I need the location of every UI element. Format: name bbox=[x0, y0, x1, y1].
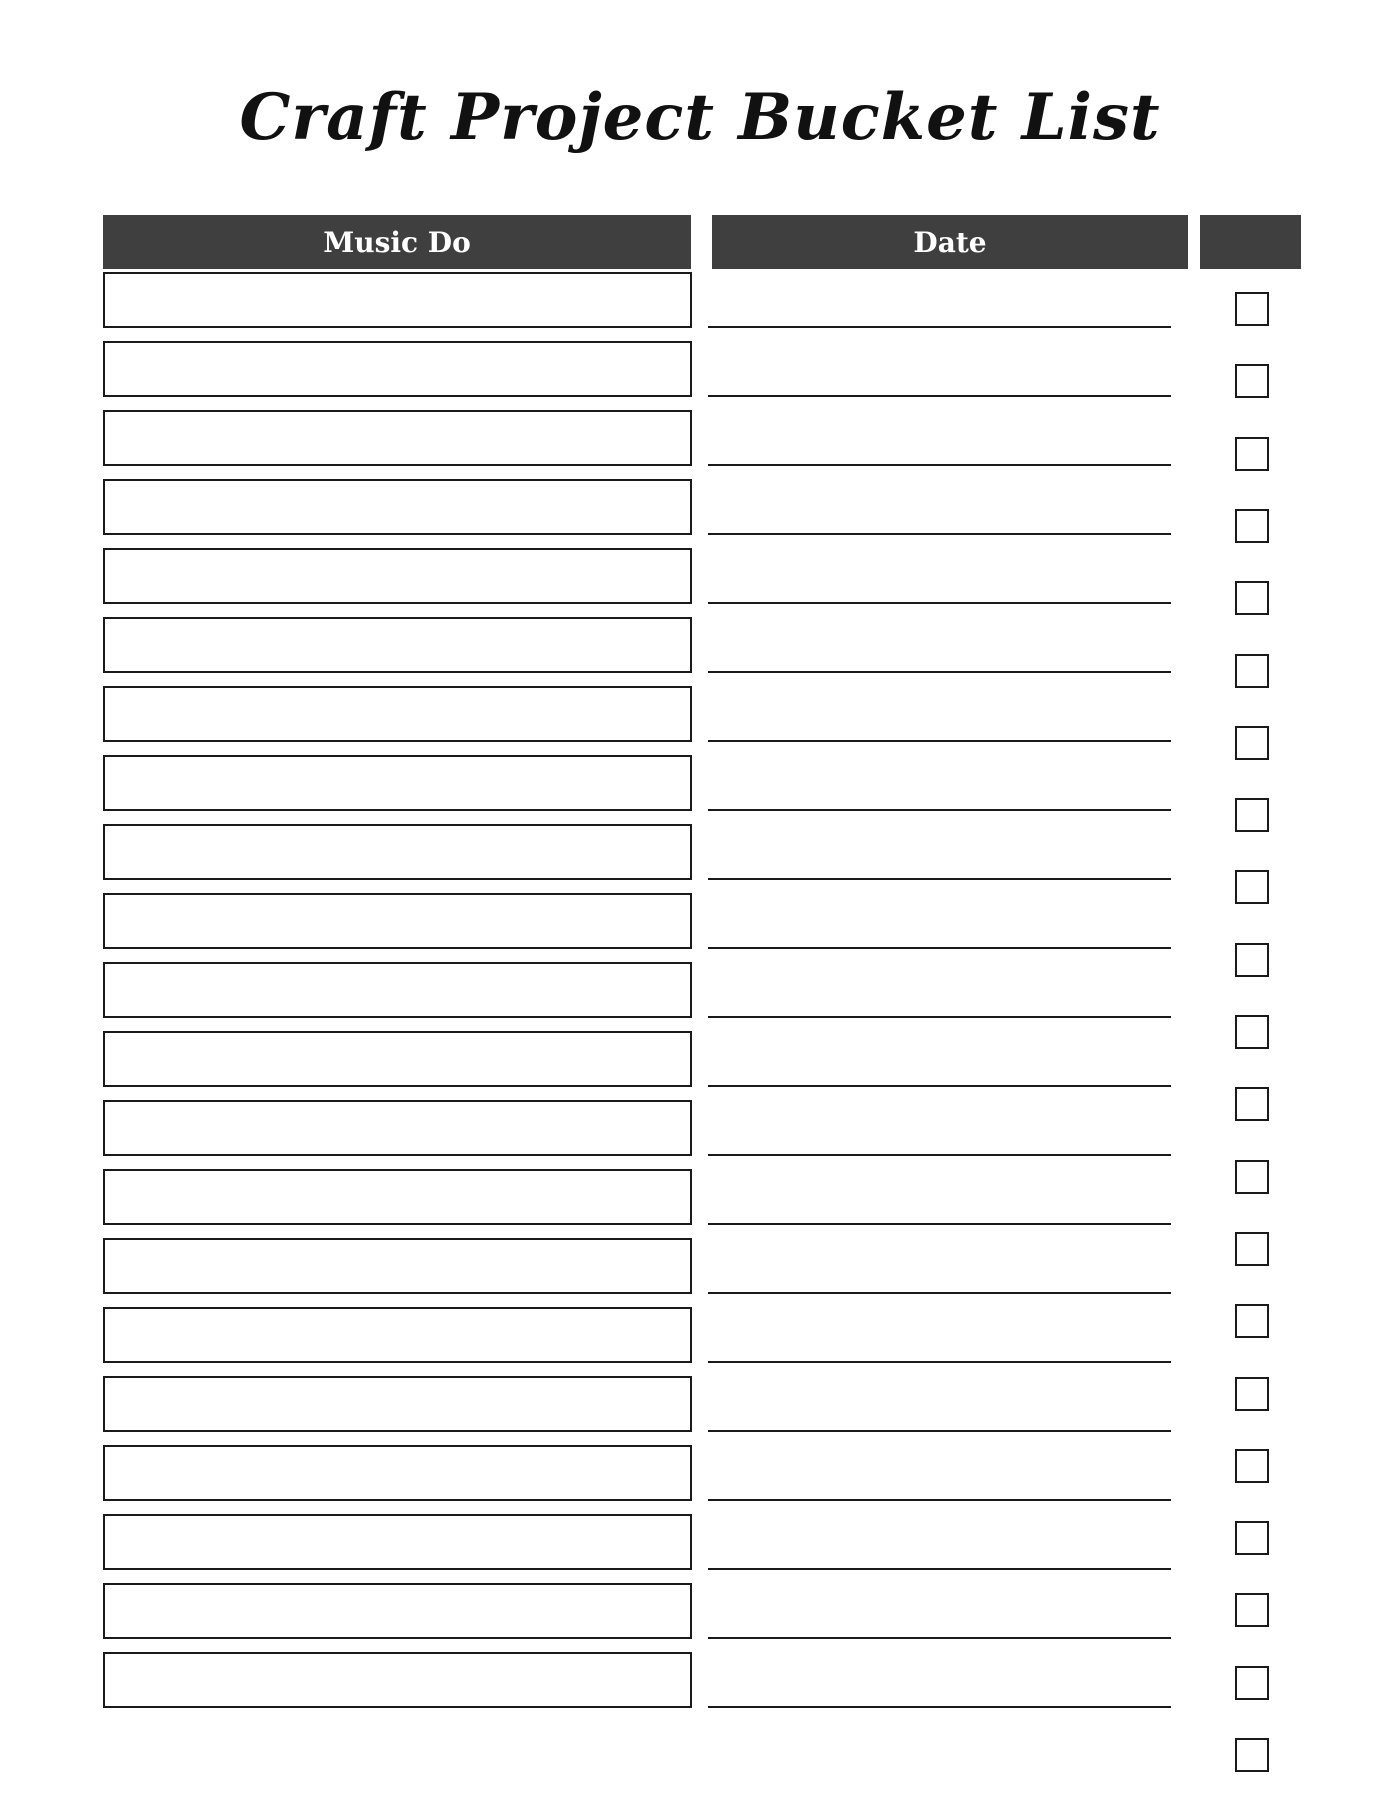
task-field[interactable] bbox=[103, 1031, 692, 1087]
date-line[interactable] bbox=[708, 1568, 1171, 1570]
done-checkbox[interactable] bbox=[1235, 798, 1269, 832]
done-checkbox[interactable] bbox=[1235, 1738, 1269, 1772]
date-line[interactable] bbox=[708, 602, 1171, 604]
done-checkbox[interactable] bbox=[1235, 1232, 1269, 1266]
date-line[interactable] bbox=[708, 947, 1171, 949]
done-checkbox[interactable] bbox=[1235, 1593, 1269, 1627]
date-line[interactable] bbox=[708, 1637, 1171, 1639]
done-checkbox[interactable] bbox=[1235, 1160, 1269, 1194]
task-field[interactable] bbox=[103, 1169, 692, 1225]
done-checkbox[interactable] bbox=[1235, 870, 1269, 904]
done-checkbox[interactable] bbox=[1235, 1377, 1269, 1411]
date-line[interactable] bbox=[708, 1292, 1171, 1294]
done-checkbox[interactable] bbox=[1235, 581, 1269, 615]
date-line[interactable] bbox=[708, 1154, 1171, 1156]
task-field[interactable] bbox=[103, 824, 692, 880]
done-checkbox[interactable] bbox=[1235, 1449, 1269, 1483]
done-checkbox[interactable] bbox=[1235, 654, 1269, 688]
date-line[interactable] bbox=[708, 1223, 1171, 1225]
task-field[interactable] bbox=[103, 962, 692, 1018]
task-field[interactable] bbox=[103, 1307, 692, 1363]
task-field[interactable] bbox=[103, 479, 692, 535]
task-field[interactable] bbox=[103, 1652, 692, 1708]
task-field[interactable] bbox=[103, 341, 692, 397]
task-field[interactable] bbox=[103, 1100, 692, 1156]
done-checkbox[interactable] bbox=[1235, 726, 1269, 760]
date-line[interactable] bbox=[708, 1016, 1171, 1018]
done-checkbox[interactable] bbox=[1235, 1666, 1269, 1700]
task-field[interactable] bbox=[103, 1376, 692, 1432]
done-checkbox[interactable] bbox=[1235, 292, 1269, 326]
done-checkbox[interactable] bbox=[1235, 1521, 1269, 1555]
done-checkbox[interactable] bbox=[1235, 1087, 1269, 1121]
task-field[interactable] bbox=[103, 617, 692, 673]
date-line[interactable] bbox=[708, 671, 1171, 673]
date-line[interactable] bbox=[708, 809, 1171, 811]
task-field[interactable] bbox=[103, 1445, 692, 1501]
date-line[interactable] bbox=[708, 1706, 1171, 1708]
date-line[interactable] bbox=[708, 878, 1171, 880]
column-header-task: Music Do bbox=[103, 215, 691, 269]
date-line[interactable] bbox=[708, 1430, 1171, 1432]
done-checkbox[interactable] bbox=[1235, 509, 1269, 543]
task-field[interactable] bbox=[103, 686, 692, 742]
date-line[interactable] bbox=[708, 533, 1171, 535]
done-checkbox[interactable] bbox=[1235, 943, 1269, 977]
page-title: Craft Project Bucket List bbox=[239, 80, 1161, 155]
date-line[interactable] bbox=[708, 740, 1171, 742]
done-checkbox[interactable] bbox=[1235, 1304, 1269, 1338]
task-field[interactable] bbox=[103, 410, 692, 466]
date-line[interactable] bbox=[708, 1361, 1171, 1363]
task-field[interactable] bbox=[103, 1583, 692, 1639]
done-checkbox[interactable] bbox=[1235, 1015, 1269, 1049]
task-field[interactable] bbox=[103, 548, 692, 604]
done-checkbox[interactable] bbox=[1235, 437, 1269, 471]
date-line[interactable] bbox=[708, 1085, 1171, 1087]
task-field[interactable] bbox=[103, 893, 692, 949]
date-line[interactable] bbox=[708, 326, 1171, 328]
done-checkbox[interactable] bbox=[1235, 364, 1269, 398]
date-line[interactable] bbox=[708, 395, 1171, 397]
column-header-date: Date bbox=[712, 215, 1188, 269]
date-line[interactable] bbox=[708, 1499, 1171, 1501]
task-field[interactable] bbox=[103, 272, 692, 328]
date-line[interactable] bbox=[708, 464, 1171, 466]
task-field[interactable] bbox=[103, 1238, 692, 1294]
task-field[interactable] bbox=[103, 1514, 692, 1570]
task-field[interactable] bbox=[103, 755, 692, 811]
